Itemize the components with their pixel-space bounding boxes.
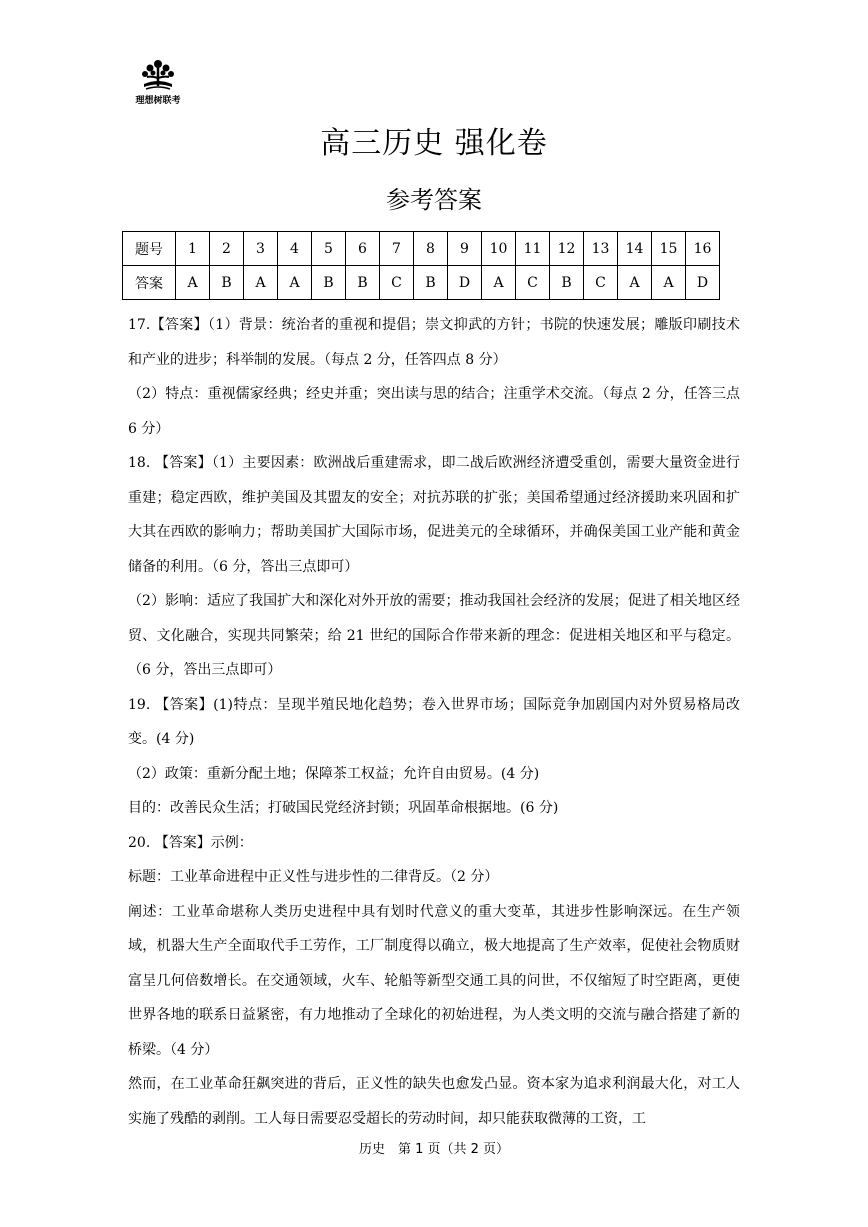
question-number: 16	[686, 232, 720, 266]
question-number: 11	[516, 232, 550, 266]
answer-17-part-1: 17.【答案】（1）背景：统治者的重视和提倡；崇文抑武的方针；书院的快速发展；雕版印刷技术和产业的进步；科举制的发展。（每点 2 分，任答四点 8 分）	[128, 317, 740, 368]
question-number: 14	[618, 232, 652, 266]
answer-20-heading: 20. 【答案】示例：	[128, 834, 253, 851]
question-number: 4	[278, 232, 312, 266]
question-number: 1	[176, 232, 210, 266]
tree-logo-icon	[138, 58, 178, 92]
answer-row	[123, 266, 720, 300]
answer-cell: B	[210, 266, 244, 300]
answer-cell: B	[312, 266, 346, 300]
question-number: 2	[210, 232, 244, 266]
answer-cell: C	[584, 266, 618, 300]
question-number: 3	[244, 232, 278, 266]
answer-20-continuation: 然而，在工业革命狂飙突进的背后，正义性的缺失也愈发凸显。资本家为追求利润最大化，对工人实施了残酷的剥削。工人每日需要忍受超长的劳动时间，却只能获取微薄的工资，工	[128, 1076, 740, 1127]
question-number: 15	[652, 232, 686, 266]
answer-cell: C	[380, 266, 414, 300]
answer-cell: A	[244, 266, 278, 300]
answer-cell: A	[652, 266, 686, 300]
answer-cell: A	[482, 266, 516, 300]
question-number: 10	[482, 232, 516, 266]
answer-cell: D	[686, 266, 720, 300]
answer-content	[128, 308, 740, 1136]
answer-18-part-1: 18. 【答案】（1）主要因素：欧洲战后重建需求，即二战后欧洲经济遭受重创，需要大量资金进行重建；稳定西欧，维护美国及其盟友的安全；对抗苏联的扩张；美国希望通过经济援助来巩固和扩大其在西欧的影响力；帮助美国扩大国际市场，促进美元的全球循环，并确保美国工业产能和黄金储备的利用。（6 分，答出三点即可）	[128, 455, 740, 575]
page-title: 高三历史 强化卷	[320, 126, 548, 161]
answer-label: 答案	[123, 266, 176, 300]
answer-cell: A	[176, 266, 210, 300]
answer-17-part-2: （2）特点：重视儒家经典；经史并重；突出读与思的结合；注重学术交流。（每点 2 分，任答三点 6 分）	[128, 386, 740, 437]
question-number-label: 题号	[123, 232, 176, 266]
answer-19-part-2: （2）政策：重新分配土地；保障茶工权益；允许自由贸易。(4 分)	[128, 765, 540, 782]
question-number: 8	[414, 232, 448, 266]
page-subtitle: 参考答案	[386, 186, 482, 214]
answer-cell: B	[550, 266, 584, 300]
question-number: 6	[346, 232, 380, 266]
answer-cell: A	[278, 266, 312, 300]
logo-text: 理想树联考	[135, 96, 181, 106]
answer-cell: D	[448, 266, 482, 300]
question-number: 12	[550, 232, 584, 266]
logo	[128, 58, 188, 106]
answer-cell: B	[414, 266, 448, 300]
question-number: 7	[380, 232, 414, 266]
question-number: 9	[448, 232, 482, 266]
page-footer: 历史 第 1 页（共 2 页）	[358, 1142, 510, 1157]
answer-cell: B	[346, 266, 380, 300]
answer-20-elaboration: 阐述：工业革命堪称人类历史进程中具有划时代意义的重大变革，其进步性影响深远。在生产领域，机器大生产全面取代手工劳作，工厂制度得以确立，极大地提高了生产效率，促使社会物质财富呈几何倍数增长。在交通领域，火车、轮船等新型交通工具的问世，不仅缩短了时空距离，更使世界各地的联系日益紧密，有力地推动了全球化的初始进程，为人类文明的交流与融合搭建了新的桥梁。（4 分）	[128, 903, 740, 1058]
answer-cell: C	[516, 266, 550, 300]
question-number: 5	[312, 232, 346, 266]
answer-19-purpose: 目的：改善民众生活；打破国民党经济封锁；巩固革命根据地。(6 分)	[128, 800, 559, 816]
answer-19-part-1: 19. 【答案】(1)特点：呈现半殖民地化趋势；卷入世界市场；国际竞争加剧国内对外贸易格局改变。(4 分)	[128, 696, 740, 747]
question-number-row	[123, 232, 720, 266]
answer-cell: A	[618, 266, 652, 300]
question-number: 13	[584, 232, 618, 266]
answer-20-title: 标题：工业革命进程中正义性与进步性的二律背反。（2 分）	[128, 869, 499, 885]
answer-18-part-2: （2）影响：适应了我国扩大和深化对外开放的需要；推动我国社会经济的发展；促进了相关地区经贸、文化融合，实现共同繁荣；给 21 世纪的国际合作带来新的理念：促进相关地区和平与稳定。（6 分，答出三点即可）	[128, 593, 740, 678]
answer-table	[122, 231, 720, 300]
